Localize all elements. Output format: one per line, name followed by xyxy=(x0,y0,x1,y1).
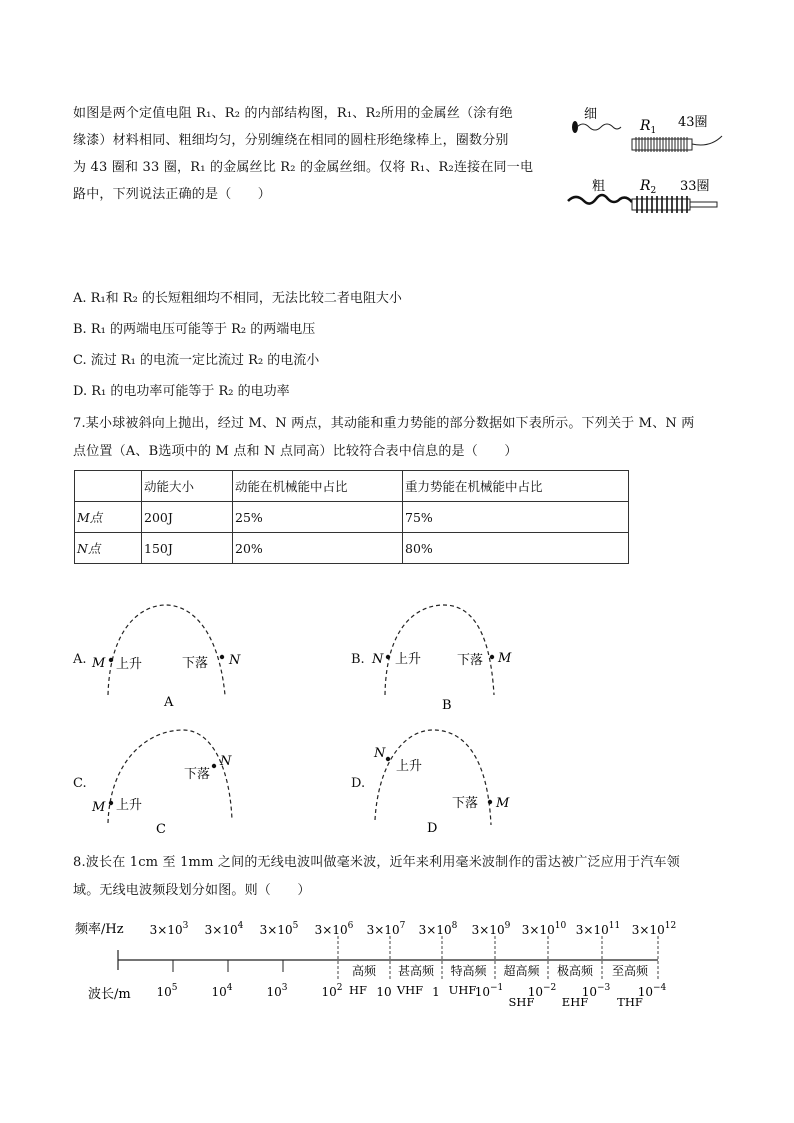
wave-tick-label: $10^3$ xyxy=(266,983,288,999)
left-point-label: M xyxy=(92,656,106,671)
q7-option-d-diagram[interactable] xyxy=(368,725,523,837)
freq-tick-label: $3\times 10^8$ xyxy=(418,921,458,937)
q6-option-a[interactable]: A. R₁和 R₂ 的长短粗细均不相同，无法比较二者电阻大小 xyxy=(73,291,402,306)
q7-option-a-letter[interactable]: A. xyxy=(73,652,87,667)
band-cn-label: 极高频 xyxy=(556,964,594,978)
q6-resistor-figure xyxy=(560,100,730,215)
thick-wire-curve xyxy=(568,195,632,204)
point-dot xyxy=(386,757,390,761)
wave-tick-label: $10^{-4}$ xyxy=(637,983,667,999)
trajectory-arc xyxy=(385,605,494,695)
q8-stem-line-2: 域。无线电波频段划分如图。则（ ） xyxy=(73,883,311,898)
wave-axis-label: 波长/m xyxy=(88,987,131,1002)
table-cell: N点 xyxy=(75,533,142,564)
point-dot xyxy=(212,764,216,768)
wave-tick-label: $10^4$ xyxy=(211,983,233,999)
table-cell: M点 xyxy=(75,502,142,533)
diagram-caption: D xyxy=(427,821,438,836)
band-en-label: EHF xyxy=(561,995,589,1009)
table-row xyxy=(75,502,629,533)
trajectory-arc xyxy=(108,605,225,695)
left-motion-label: 上升 xyxy=(395,652,422,667)
freq-tick-label: $3\times 10^{10}$ xyxy=(521,921,567,937)
band-en-label: HF xyxy=(348,983,368,997)
freq-tick-label: $3\times 10^6$ xyxy=(314,921,354,937)
q8-spectrum-diagram xyxy=(70,908,720,1013)
table-cell: 重力势能在机械能中占比 xyxy=(403,471,629,502)
q6-option-b[interactable]: B. R₁ 的两端电压可能等于 R₂ 的两端电压 xyxy=(73,322,316,337)
q7-option-d-letter[interactable]: D. xyxy=(351,776,366,791)
q6-options xyxy=(73,289,713,413)
q7-option-b-diagram[interactable] xyxy=(368,605,518,715)
table-cell xyxy=(75,471,142,502)
q6-stem xyxy=(73,100,563,208)
left-motion-label: 上升 xyxy=(396,759,423,774)
q7-option-a-diagram[interactable] xyxy=(88,605,241,710)
freq-tick-label: $3\times 10^7$ xyxy=(366,921,406,937)
band-cn-label: 至高频 xyxy=(611,964,649,978)
q7-option-b-letter[interactable]: B. xyxy=(351,652,365,667)
point-dot xyxy=(109,801,113,805)
r2-lead xyxy=(690,202,717,207)
q6-stem-line-3: 为 43 圈和 33 圈，R₁ 的金属丝比 R₂ 的金属丝细。仅将 R₁、R₂连接在同一电 xyxy=(73,160,534,175)
band-cn-label: 特高频 xyxy=(450,964,487,978)
thin-wire-curve xyxy=(577,124,621,130)
left-motion-label: 上升 xyxy=(116,798,143,813)
table-cell: 80% xyxy=(403,533,629,564)
diagram-caption: A xyxy=(164,695,174,710)
q7-stem xyxy=(73,410,733,466)
q6-stem-line-4: 路中，下列说法正确的是（ ） xyxy=(73,187,272,202)
right-point-label: N xyxy=(229,653,241,668)
q6-stem-line-2: 缘漆）材料相同、粗细均匀，分别缠绕在相同的圆柱形绝缘棒上，圈数分别 xyxy=(73,133,509,148)
right-motion-label: 下落 xyxy=(184,767,211,782)
band-en-label: THF xyxy=(617,995,643,1009)
diagram-caption: C xyxy=(156,822,166,837)
q7-option-c-letter[interactable]: C. xyxy=(73,776,87,791)
thick-label: 粗 xyxy=(592,179,606,194)
band-cn-label: 超高频 xyxy=(503,964,540,978)
wave-tick-label: 1 xyxy=(432,985,440,999)
band-en-label: UHF xyxy=(448,983,477,997)
q7-stem-line-1: 7.某小球被斜向上抛出，经过 M、N 两点，其动能和重力势能的部分数据如下表所示。下列关于 M、N 两 xyxy=(73,416,695,431)
freq-tick-label: $3\times 10^9$ xyxy=(471,921,511,937)
q6-option-d[interactable]: D. R₁ 的电功率可能等于 R₂ 的电功率 xyxy=(73,384,290,399)
table-cell: 150J xyxy=(142,533,233,564)
q7-option-c-diagram[interactable] xyxy=(88,725,243,837)
freq-tick-label: $3\times 10^{12}$ xyxy=(631,921,677,937)
right-motion-label: 下落 xyxy=(182,656,209,671)
wave-tick-label: 10 xyxy=(376,985,392,999)
right-motion-label: 下落 xyxy=(452,796,479,811)
table-cell: 200J xyxy=(142,502,233,533)
q6-stem-line-1: 如图是两个定值电阻 R₁、R₂ 的内部结构图，R₁、R₂所用的金属丝（涂有绝 xyxy=(73,106,513,121)
thin-label: 细 xyxy=(584,107,598,122)
table-header-row xyxy=(75,471,629,502)
right-point-label: M xyxy=(496,796,510,811)
r1-rod xyxy=(632,139,692,150)
freq-tick-label: $3\times 10^4$ xyxy=(204,921,244,937)
q7-stem-line-2: 点位置（A、B选项中的 M 点和 N 点同高）比较符合表中信息的是（ ） xyxy=(73,444,518,459)
table-cell: 25% xyxy=(233,502,403,533)
q7-table xyxy=(74,470,629,564)
point-dot xyxy=(488,800,492,804)
point-dot xyxy=(490,655,494,659)
freq-axis-label: 频率/Hz xyxy=(75,922,124,937)
band-en-label: VHF xyxy=(396,983,424,997)
table-cell: 20% xyxy=(233,533,403,564)
q8-stem xyxy=(73,849,733,905)
wave-tick-label: $10^{-1}$ xyxy=(474,983,504,999)
band-cn-label: 甚高频 xyxy=(397,964,435,978)
wave-tick-label: $10^5$ xyxy=(156,983,178,999)
right-point-label: N xyxy=(220,754,232,769)
wave-tick-label: $10^2$ xyxy=(321,983,343,999)
right-point-label: M xyxy=(498,651,512,666)
left-point-label: N xyxy=(374,746,386,761)
left-point-label: N xyxy=(372,652,384,667)
q6-option-c[interactable]: C. 流过 R₁ 的电流一定比流过 R₂ 的电流小 xyxy=(73,353,320,368)
r2-label: $R_2$ xyxy=(640,178,657,196)
table-cell: 动能在机械能中占比 xyxy=(233,471,403,502)
table-cell: 动能大小 xyxy=(142,471,233,502)
wave-tick-label: $10^{-3}$ xyxy=(581,983,611,999)
table-row xyxy=(75,533,629,564)
band-en-label: SHF xyxy=(508,995,535,1009)
wave-tick-label: $10^{-2}$ xyxy=(527,983,557,999)
r1-turns: 43圈 xyxy=(678,115,708,130)
point-dot xyxy=(109,658,113,662)
r1-lead xyxy=(692,136,722,145)
table-cell: 75% xyxy=(403,502,629,533)
diagram-caption: B xyxy=(442,698,452,713)
point-dot xyxy=(220,655,224,659)
q8-stem-line-1: 8.波长在 1cm 至 1mm 之间的无线电波叫做毫米波，近年来利用毫米波制作的雷达被广泛应用于汽车领 xyxy=(73,855,680,870)
band-cn-label: 高频 xyxy=(351,964,377,978)
left-motion-label: 上升 xyxy=(116,657,143,672)
left-point-label: M xyxy=(92,800,106,815)
point-dot xyxy=(386,655,390,659)
freq-tick-label: $3\times 10^3$ xyxy=(149,921,189,937)
right-motion-label: 下落 xyxy=(457,653,484,668)
r1-label: $R_1$ xyxy=(640,118,657,136)
freq-tick-label: $3\times 10^{11}$ xyxy=(575,921,621,937)
r2-turns: 33圈 xyxy=(680,179,710,194)
freq-tick-label: $3\times 10^5$ xyxy=(259,921,299,937)
spectrum-layer xyxy=(118,921,676,1009)
